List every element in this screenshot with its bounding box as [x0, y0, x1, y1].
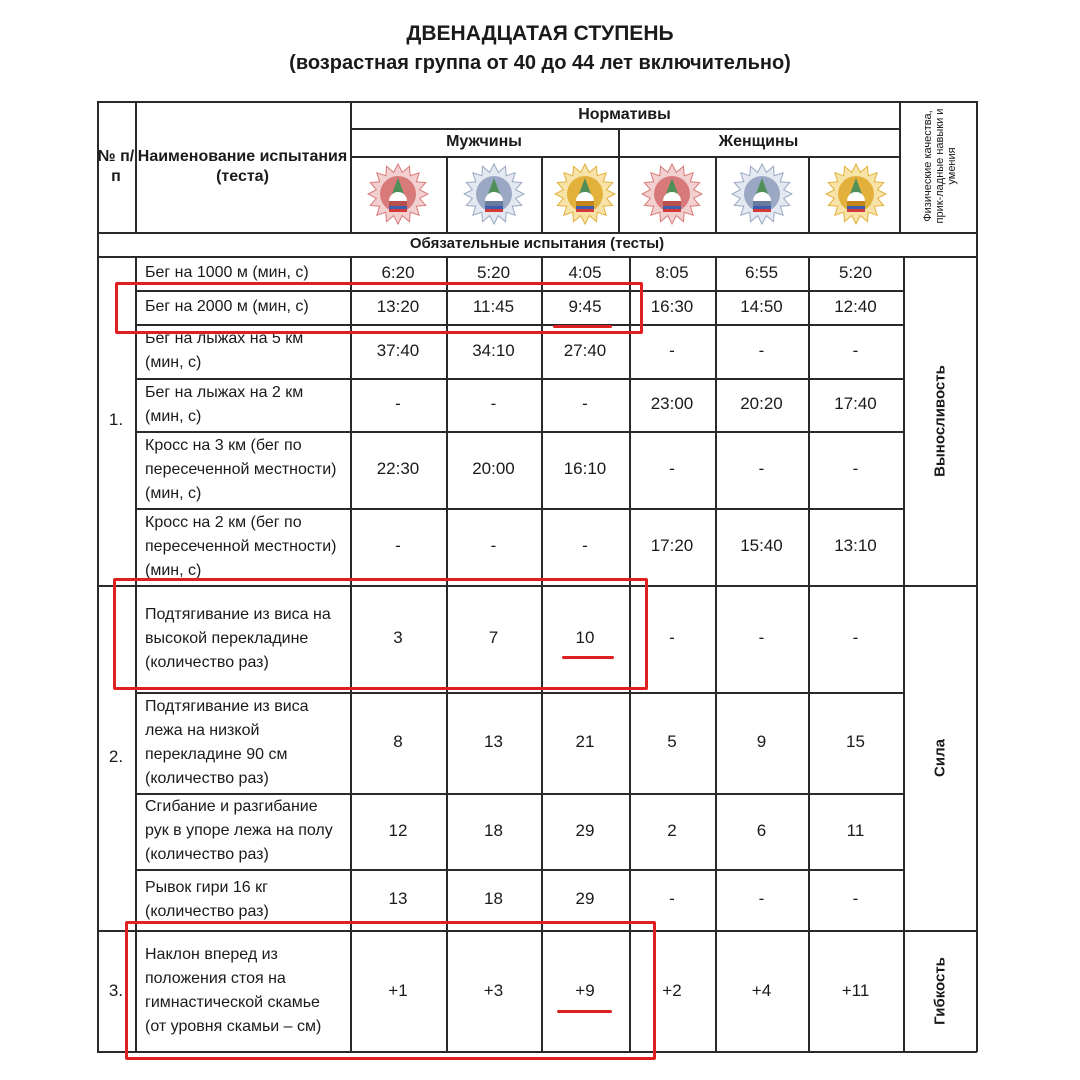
norm-value: 2 [667, 820, 677, 840]
table-line [350, 156, 899, 158]
table-line [808, 156, 810, 232]
norm-value: 13 [484, 732, 503, 752]
header-qualities: Физические качества, прик-ладные навыки и умения [922, 108, 958, 224]
highlight-underline [562, 656, 614, 659]
norm-value: 13 [388, 889, 408, 909]
test-name: Подтягивание из виса на высокой перекладине (количество раз) [145, 605, 331, 671]
norm-value: +9 [575, 980, 595, 1000]
norm-value: - [669, 340, 675, 360]
gold-badge-icon [825, 163, 887, 225]
norm-value: +2 [662, 980, 682, 1000]
header-women: Женщины [718, 133, 799, 151]
norm-value: 18 [484, 889, 503, 909]
table-line [446, 156, 448, 232]
bronze-badge-icon [367, 163, 429, 225]
gold-badge-icon [554, 163, 616, 225]
norm-value: - [758, 889, 765, 909]
test-name: Кросс на 2 км (бег по пересеченной местности) (мин, с) [145, 513, 337, 579]
norm-value: 18 [484, 820, 503, 840]
norm-value: - [852, 459, 859, 479]
norm-value: 4:05 [568, 262, 602, 282]
norm-value: 16:30 [650, 296, 694, 316]
norm-value: 15:40 [740, 536, 783, 556]
norm-value: 13:20 [376, 296, 420, 316]
test-name: Кросс на 3 км (бег по пересеченной местности) (мин, с) [145, 436, 337, 502]
test-name: Бег на 2000 м (мин, с) [145, 298, 309, 315]
norm-value: 17:40 [834, 394, 877, 414]
norm-value: - [582, 536, 588, 556]
group-quality: Гибкость [931, 957, 949, 1025]
table-line [715, 156, 717, 232]
norm-value: - [490, 536, 497, 556]
test-name: Наклон вперед из положения стоя на гимнастической скамье (от уровня скамьи – см) [145, 946, 322, 1035]
norm-value: 21 [575, 732, 595, 752]
group-number: 2. [108, 747, 124, 767]
norm-value: 7 [488, 628, 499, 648]
group-number: 1. [108, 410, 124, 430]
test-name: Бег на 1000 м (мин, с) [145, 264, 309, 281]
norm-value: 11 [846, 820, 865, 840]
norm-value: 6 [756, 820, 767, 840]
norm-value: 15 [846, 732, 865, 752]
norm-value: 9 [756, 732, 767, 752]
norm-value: 29 [575, 889, 595, 909]
norm-value: +4 [751, 980, 772, 1000]
silver-badge-icon [463, 163, 525, 225]
group-number: 3. [108, 980, 124, 1000]
norm-value: 20:00 [472, 459, 515, 479]
norm-value: 8 [393, 732, 403, 752]
norm-value: - [669, 628, 675, 648]
norm-value: - [582, 394, 588, 414]
highlight-box [125, 921, 656, 1060]
norm-value: 29 [575, 820, 595, 840]
group-quality: Сила [931, 738, 949, 777]
norm-value: 8:05 [655, 262, 689, 282]
norm-value: - [669, 889, 675, 909]
norm-value: 12 [388, 820, 408, 840]
norm-value: - [758, 340, 765, 360]
norm-value: 37:40 [376, 340, 420, 360]
norm-value: 6:55 [744, 262, 779, 282]
table-line [903, 256, 905, 1052]
norm-value: 34:10 [472, 340, 515, 360]
norm-value: 5 [667, 732, 677, 752]
norm-value: 23:00 [650, 394, 694, 414]
header-test-name: Наименование испытания (теста) [137, 148, 348, 185]
group-quality: Выносливость [931, 364, 949, 477]
norm-value: - [395, 394, 401, 414]
page-subtitle: (возрастная группа от 40 до 44 лет включительно) [289, 52, 791, 74]
header-num: № п/п [97, 148, 135, 185]
norm-value: - [490, 394, 497, 414]
highlight-underline [553, 325, 612, 328]
page-title: ДВЕНАДЦАТАЯ СТУПЕНЬ [406, 22, 674, 45]
norm-value: 9:45 [568, 296, 602, 316]
norm-value: 20:20 [740, 394, 783, 414]
norm-value: +3 [483, 980, 504, 1000]
norm-value: 11:45 [472, 296, 515, 316]
test-name: Бег на лыжах на 2 км (мин, с) [145, 383, 304, 425]
norm-value: - [852, 628, 859, 648]
test-name: Сгибание и разгибание рук в упоре лежа на полу (количество раз) [145, 798, 333, 863]
bronze-badge-icon [641, 163, 703, 225]
test-name: Бег на лыжах на 5 км (мин, с) [145, 330, 304, 371]
norm-value: +1 [388, 980, 408, 1000]
highlight-box [113, 578, 648, 690]
table-line [541, 156, 543, 232]
norm-value: - [852, 340, 859, 360]
test-name: Подтягивание из виса лежа на низкой перекладине 90 см (количество раз) [145, 697, 309, 787]
norm-value: 13:10 [834, 536, 877, 556]
norm-value: 5:20 [476, 262, 511, 282]
highlight-underline [557, 1010, 612, 1013]
header-men: Мужчины [446, 133, 522, 151]
norm-value: 27:40 [563, 340, 607, 360]
norm-value: - [852, 889, 859, 909]
norm-value: 12:40 [834, 296, 877, 316]
norm-value: 3 [393, 628, 403, 648]
test-name: Рывок гири 16 кг (количество раз) [145, 878, 269, 920]
norm-value: 22:30 [376, 459, 420, 479]
norm-value: 14:50 [740, 296, 783, 316]
norm-value: - [758, 459, 765, 479]
norm-value: +11 [841, 980, 870, 1000]
norm-value: - [395, 536, 401, 556]
norm-value: 17:20 [650, 536, 694, 556]
norm-value: - [758, 628, 765, 648]
norm-value: 6:20 [381, 262, 415, 282]
header-normatives: Нормативы [578, 105, 671, 123]
section-mandatory: Обязательные испытания (тесты) [409, 235, 665, 252]
norm-value: - [669, 459, 675, 479]
silver-badge-icon [731, 163, 793, 225]
norm-value: 16:10 [563, 459, 607, 479]
table-line [899, 101, 901, 232]
norm-value: 10 [575, 628, 595, 648]
norm-value: 5:20 [838, 262, 873, 282]
